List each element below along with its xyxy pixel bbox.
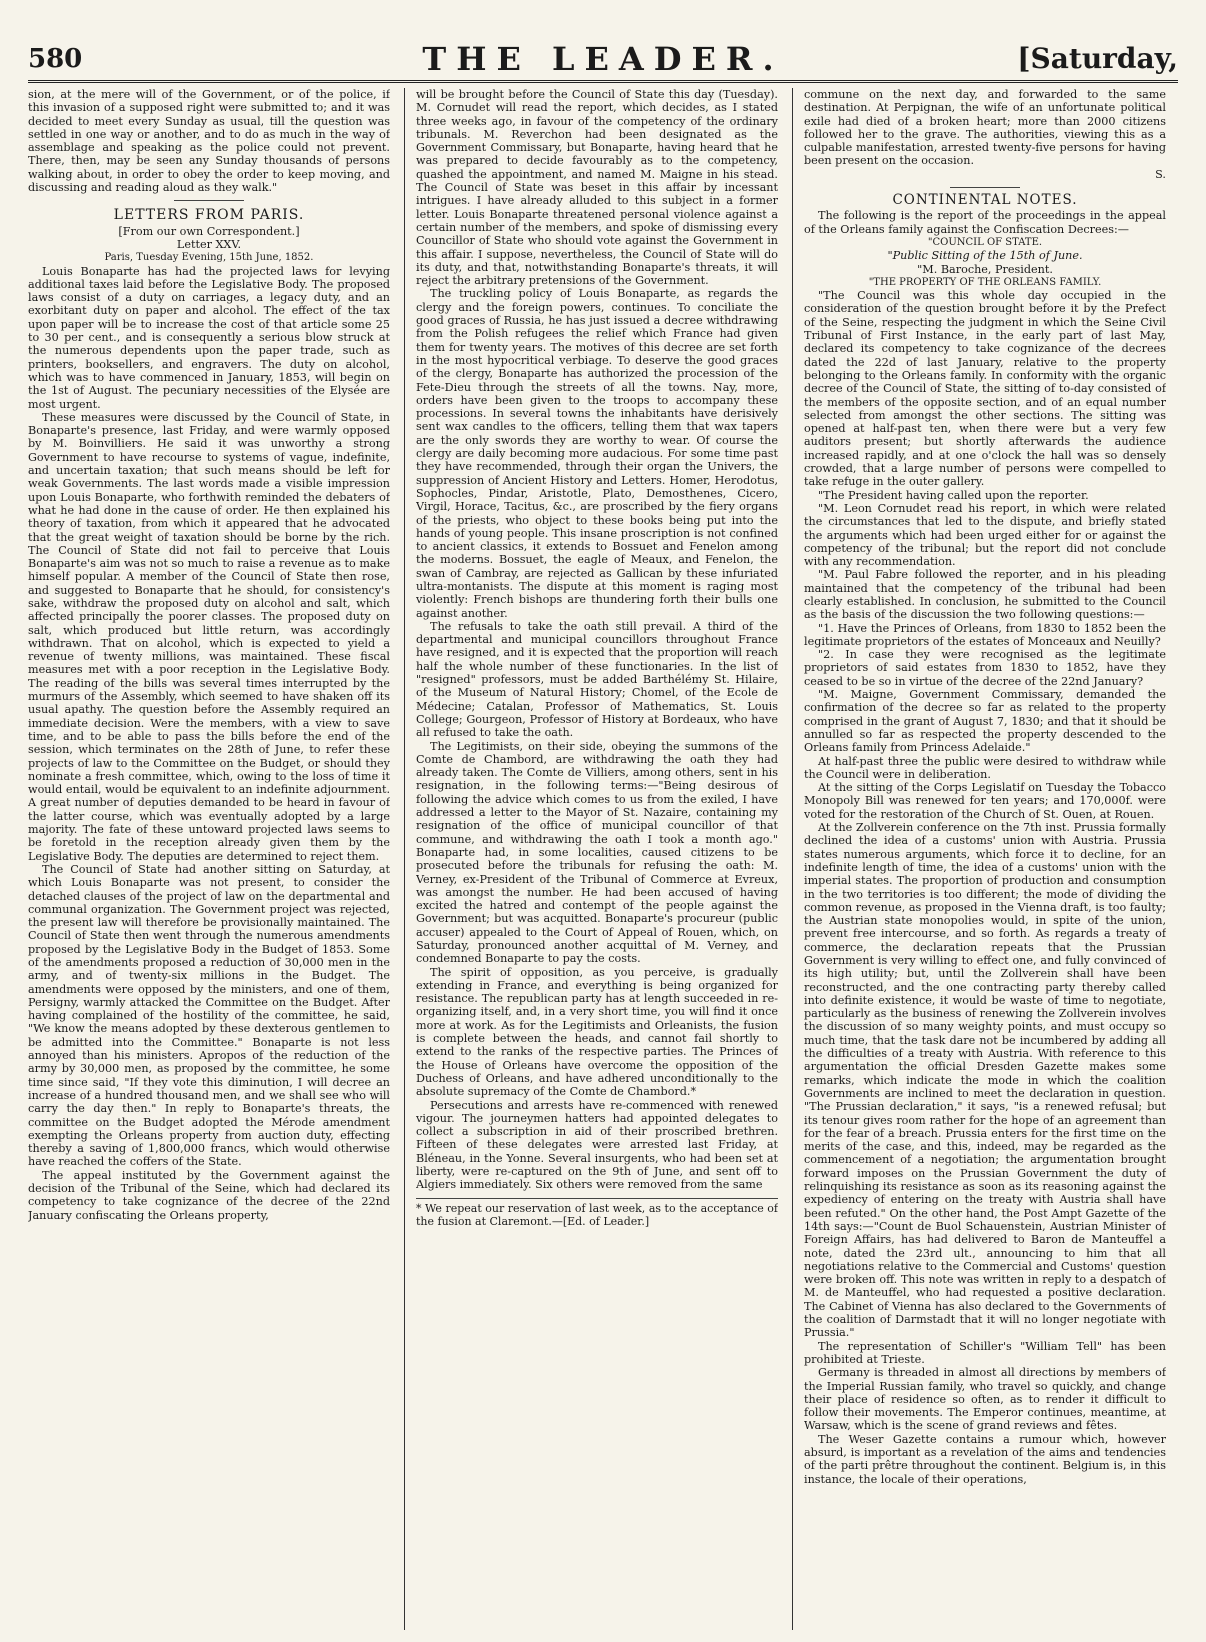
paragraph: The Legitimists, on their side, obeying the summons of the Comte de Chambord, are withdrawing the oath they had already taken. The Comte de Villiers, among others, sent in his resignation, in the following terms:—"Being desirous of following the advice which comes to us from the exiled, I have addressed a letter to the Mayor of St. Nazaire, containing my resignation of the office of municipal councillor of that commune, and withdrawing the oath I took a month ago." Bonaparte had, in some localities, caused citizens to be prosecuted before the tribunals for refusing the oath: M. Verney, ex-President of the Tribunal of Commerce at Evreux, was amongst the number. He had been accused of having excited the hatred and contempt of the people against the Government; but was acquitted. Bonaparte's procureur (public accuser) appealed to the Court of Appeal of Rouen, which, on Saturday, pronounced another acquittal of M. Verney, and condemned Bonaparte to pay the costs. (416, 739, 778, 966)
paragraph: commune on the next day, and forwarded to the same destination. At Perpignan, the wife of an unfortunate political exile had died of a broken heart; more than 2000 citizens followed her to the grave. The authorities, viewing this as a culpable manifestation, arrested twenty-five persons for having been present on the occasion. (804, 88, 1166, 168)
dateline: Paris, Tuesday Evening, 15th June, 1852. (104, 252, 314, 264)
paragraph: Persecutions and arrests have re-commenced with renewed vigour. The journeymen hatters had appointed delegates to collect a subscription in aid of their proscribed brethren. Fifteen of these delegates were arrested last Friday, at Bléneau, in the Yonne. Several insurgents, who had been set at liberty, were re-captured on the 9th of June, and sent off to Algiers immediately. Six others were removed from the same (416, 1098, 778, 1192)
paragraph: At the Zollverein conference on the 7th inst. Prussia formally declined the idea of a customs' union with Austria. Prussia states numerous arguments, which force it to decline, for an indefinite length of time, the idea of a customs' union with the imperial states. The proportion of production and consumption in the two territories is too different; the mode of dividing the common revenue, as proposed in the Vienna draft, is too faulty; the Austrian state monopolies would, in spite of the union, prevent free intercourse, and so forth. As regards a treaty of commerce, the declaration repeats that the Prussian Government is very willing to effect one, and fully convinced of its high utility; but, until the Zollverein shall have been reconstructed, and the one contracting party thereby called into definite existence, it would be waste of time to negotiate, particularly as the business of renewing the Zollverein involves the discussion of so many weighty points, and must occupy so much time, that the task dare not be incumbered by adding all the difficulties of a treaty with Austria. With reference to this argumentation the official Dresden Gazette makes some remarks, which indicate the mode in which the coalition Governments are inclined to meet the declaration in question. "The Prussian declaration," it says, "is a renewed refusal; but its tenour gives room rather for the hope of an agreement than for the fear of a breach. Prussia enters for the first time on the merits of the case, and this, indeed, may be regarded as the commencement of a negotiation; the argumentation brought forward imposes on the Prussian Government the duty of relinquishing its resistance as soon as its reasoning against the expediency of entering on the treaty with Austria shall have been refuted." On the other hand, the Post Ampt Gazette of the 14th says:—"Count de Buol Schauenstein, Austrian Minister of Foreign Affairs, has had delivered to Baron de Manteuffel a note, dated the 23rd ult., announcing to him that all negotiations relative to the Commercial and Customs' question were broken off. This note was written in reply to a despatch of M. de Manteuffel, who had requested a positive declaration. The Cabinet of Vienna has also declared to the Governments of the coalition of Darmstadt that it will no longer negotiate with Prussia." (804, 821, 1166, 1340)
subheading: "THE PROPERTY OF THE ORLEANS FAMILY. (868, 276, 1102, 288)
section-heading: LETTERS FROM PARIS. (113, 207, 305, 224)
masthead (28, 40, 1178, 83)
column-rule (404, 88, 405, 1630)
paragraph: sion, at the mere will of the Government, or of the police, if this invasion of a supposed right were submitted to; and it was decided to meet every Sunday as usual, till the question was settled in one way or another, and to do as much in the way of assemblage and speaking as the police could not prevent. There, then, may be seen any Sunday thousands of persons walking about, in order to obey the order to keep moving, and discussing and reading aloud as they walk." (28, 88, 390, 195)
paragraph: "M. Maigne, Government Commissary, demanded the confirmation of the decree so far as related to the property comprised in the grant of August 7, 1830; and that it should be annulled so far as respected the property descended to the Orleans family from Princess Adelaide." (804, 688, 1166, 755)
paragraph: The Weser Gazette contains a rumour which, however absurd, is important as a revelation of the aims and tendencies of the parti prêtre throughout the continent. Belgium is, in this instance, the locale of their operations, (804, 1432, 1166, 1486)
column-1 (28, 88, 390, 1630)
byline: [From our own Correspondent.] (118, 224, 300, 238)
paragraph: "M. Paul Fabre followed the reporter, and in his pleading maintained that the competency of the tribunal had been clearly established. In conclusion, he submitted to the Council as the basis of the discussion the two following questions:— (804, 568, 1166, 622)
signature: S. (1155, 167, 1166, 181)
divider (950, 187, 1020, 188)
section-heading: CONTINENTAL NOTES. (892, 192, 1078, 209)
article-columns (28, 88, 1178, 1630)
paragraph: The spirit of opposition, as you perceive, is gradually extending in France, and everything is being organized for resistance. The republican party has at length succeeded in re-organizing itself, and, in a very short time, you will find it once more at work. As for the Legitimists and Orleanists, the fusion is complete between the heads, and cannot fail shortly to extend to the ranks of the respective parties. The Princes of the House of Orleans have overcome the opposition of the Duchess of Orleans, and have adhered unconditionally to the absolute supremacy of the Comte de Chambord.* (416, 965, 778, 1099)
paragraph: "The President having called upon the reporter. (818, 488, 1089, 502)
letter-number: Letter XXV. (176, 237, 242, 251)
paragraph: "The Council was this whole day occupied in the consideration of the question brought before it by the Prefect of the Seine, respecting the judgment in which the Seine Civil Tribunal of First Instance, in the early part of last May, declared its competency to take cognizance of the decrees dated the 22d of last January, relative to the property belonging to the Orleans family. In conformity with the organic decree of the Council of State, the sitting of to-day consisted of the members of the opposite section, and of an equal number selected from amongst the other sections. The sitting was opened at half-past ten, when there were but a very few auditors present; but shortly afterwards the audience increased rapidly, and at one o'clock the hall was so densely crowded, that a large number of persons were compelled to take refuge in the outer gallery. (804, 289, 1166, 489)
paragraph: will be brought before the Council of State this day (Tuesday). M. Cornudet will read the report, which decides, as I stated three weeks ago, in favour of the competency of the ordinary tribunals. M. Reverchon had been designated as the Government Commissary, but Bonaparte, having heard that he was prepared to decide favourably as to the competency, quashed the appointment, and named M. Maigne in his stead. The Council of State was beset in this affair by incessant intrigues. I have already alluded to this subject in a former letter. Louis Bonaparte threatened personal violence against a certain number of the members, and spoke of dismissing every Councillor of State who should vote against the Government in this affair. I suppose, nevertheless, the Council of State will do its duty, and that, notwithstanding Bonaparte's threats, it will reject the arbitrary pretensions of the Government. (416, 88, 778, 288)
issue-day: [Saturday, (1017, 42, 1178, 75)
newspaper-title: THE LEADER. (422, 40, 784, 78)
paragraph: The appeal instituted by the Government against the decision of the Tribunal of the Seine, which had declared its competency to take cognizance of the decree of the 22nd January confiscating the Orleans property, (28, 1168, 390, 1222)
paragraph: "2. In case they were recognised as the legitimate proprietors of said estates from 1830 to 1852, have they ceased to be so in virtue of the decree of the 22nd January? (804, 648, 1166, 688)
paragraph: The refusals to take the oath still prevail. A third of the departmental and municipal councillors throughout France have resigned, and it is expected that the proportion will reach half the whole number of these functionaries. In the list of "resigned" professors, must be added Barthélémy St. Hilaire, of the Museum of Natural History; Chomel, of the Ecole de Médecine; Catalan, Professor of Mathematics, St. Louis College; Gourgeon, Professor of History at Bordeaux, who have all refused to take the oath. (416, 619, 778, 740)
paragraph: "1. Have the Princes of Orleans, from 1830 to 1852 been the legitimate proprietors of the estates of Monceaux and Neuilly? (804, 621, 1166, 648)
paragraph: At half-past three the public were desired to withdraw while the Council were in deliberation. (804, 754, 1166, 781)
column-rule (792, 88, 793, 1630)
subheading: "COUNCIL OF STATE. (927, 236, 1043, 248)
paragraph: "M. Leon Cornudet read his report, in which were related the circumstances that led to the dispute, and briefly stated the arguments which had been urged either for or against the competency of the tribunal; but the report did not conclude with any recommendation. (804, 501, 1166, 569)
subheading: "Public Sitting of the 15th of June. (887, 249, 1083, 263)
subheading: "M. Baroche, President. (917, 262, 1053, 276)
paragraph: These measures were discussed by the Council of State, in Bonaparte's presence, last Friday, and were warmly opposed by M. Boinvilliers. He said it was unworthy a strong Government to have recourse to systems of vague, indefinite, and uncertain taxation; that such means should be left for weak Governments. The last words made a visible impression upon Louis Bonaparte, who forthwith reminded the debaters of what he had done in the cause of order. He then explained his theory of taxation, from which it appeared that he advocated that the great weight of taxation should be borne by the rich. The Council of State did not fail to perceive that Louis Bonaparte's aim was not so much to raise a revenue as to make himself popular. A member of the Council of State then rose, and suggested to Bonaparte that he should, for consistency's sake, withdraw the proposed duty on alcohol and salt, which affected principally the poorer classes. The proposed duty on salt, which produced but little return, was accordingly withdrawn. That on alcohol, which is expected to yield a revenue of twenty millions, was maintained. These fiscal measures met with a poor reception in the Legislative Body. The reading of the bills was several times interrupted by the murmurs of the Assembly, which seemed to have shaken off its usual apathy. The question before the Assembly required an immediate decision. Were the members, with a view to save time, and to be able to pass the bills before the end of the session, which terminates on the 28th of June, to refer these projects of law to the Committee on the Budget, or should they nominate a fresh committee, which, owing to the loss of time it would entail, would be equivalent to an indefinite adjournment. A great number of deputies demanded to be heard in favour of the latter course, which was eventually adopted by a large majority. The fate of these untoward projected laws seems to be foretold in the reception already given them by the Legislative Body. The deputies are determined to reject them. (28, 410, 390, 863)
newspaper-page (28, 40, 1178, 1630)
paragraph: Germany is threaded in almost all directions by members of the Imperial Russian family, who travel so quickly, and change their place of residence so often, as to render it difficult to follow their movements. The Emperor continues, meantime, at Warsaw, which is the scene of grand reviews and fêtes. (804, 1366, 1166, 1433)
divider (174, 200, 244, 201)
paragraph: The truckling policy of Louis Bonaparte, as regards the clergy and the foreign powers, continues. To conciliate the good graces of Russia, he has just issued a decree withdrawing from the Polish refugees the relief which France had given them for twenty years. The motives of this decree are set forth in the most hypocritical verbiage. To deserve the good graces of the clergy, Bonaparte has authorized the procession of the Fete-Dieu through the streets of all the towns. Nay, more, orders have been given to the troops to accompany these processions. In several towns the inhabitants have derisively sent wax candles to the officers, telling them that wax tapers are the only swords they are worthy to wear. Of course the clergy are daily becoming more audacious. For some time past they have recommended, through their organ the Univers, the suppression of Ancient History and Letters. Homer, Herodotus, Sophocles, Pindar, Aristotle, Plato, Demosthenes, Cicero, Virgil, Horace, Tacitus, &c., are proscribed by the fiery organs of the priests, who object to these books being put into the hands of young people. This insane proscription is not confined to ancient classics, it extends to Bossuet and Fenelon among the moderns. Bossuet, the eagle of Meaux, and Fenelon, the swan of Cambray, are rejected as Gallican by these infuriated ultra-montanists. The dispute at this moment is raging most violently: French bishops are thundering forth their bulls one against another. (416, 287, 778, 620)
footnote: * We repeat our reservation of last week, as to the acceptance of the fusion at Claremont.—[Ed. of Leader.] (416, 1198, 778, 1229)
paragraph: At the sitting of the Corps Legislatif on Tuesday the Tobacco Monopoly Bill was renewed for ten years; and 170,000f. were voted for the restoration of the Church of St. Ouen, at Rouen. (804, 781, 1166, 821)
paragraph: The Council of State had another sitting on Saturday, at which Louis Bonaparte was not present, to consider the detached clauses of the project of law on the departmental and communal organization. The Government project was rejected, the present law will therefore be provisionally maintained. The Council of State then went through the numerous amendments proposed by the Legislative Body in the Budget of 1853. Some of the amendments proposed a reduction of 30,000 men in the army, and of twenty-six millions in the Budget. The amendments were opposed by the ministers, and one of them, Persigny, warmly attacked the Committee on the Budget. After having complained of the hostility of the committee, he said, "We know the means adopted by these dexterous gentlemen to be admitted into the Committee." Bonaparte is not less annoyed than his ministers. Apropos of the reduction of the army by 30,000 men, as proposed by the committee, he some time since said, "If they vote this diminution, I will decree an increase of a hundred thousand men, and we shall see who will carry the day then." In reply to Bonaparte's threats, the committee on the Budget adopted the Mérode amendment exempting the Orleans property from auction duty, effecting thereby a saving of 1,800,000 francs, which would otherwise have reached the coffers of the State. (28, 862, 390, 1169)
paragraph: Louis Bonaparte has had the projected laws for levying additional taxes laid before the Legislative Body. The proposed laws consist of a duty on carriages, a legacy duty, and an exorbitant duty on paper and alcohol. The effect of the tax upon paper will be to increase the cost of that article some 25 to 30 per cent., and is consequently a serious blow struck at the numerous dependents upon the paper trade, such as printers, booksellers, and engravers. The duty on alcohol, which was to have commenced in January, 1853, will begin on the 1st of August. The pecuniary necessities of the Elysée are most urgent. (28, 264, 390, 411)
column-2 (416, 88, 778, 1630)
page-number: 580 (28, 44, 83, 74)
column-3 (804, 88, 1166, 1630)
paragraph: The representation of Schiller's "William Tell" has been prohibited at Trieste. (804, 1339, 1166, 1366)
paragraph: The following is the report of the proceedings in the appeal of the Orleans family against the Confiscation Decrees:— (804, 209, 1166, 236)
